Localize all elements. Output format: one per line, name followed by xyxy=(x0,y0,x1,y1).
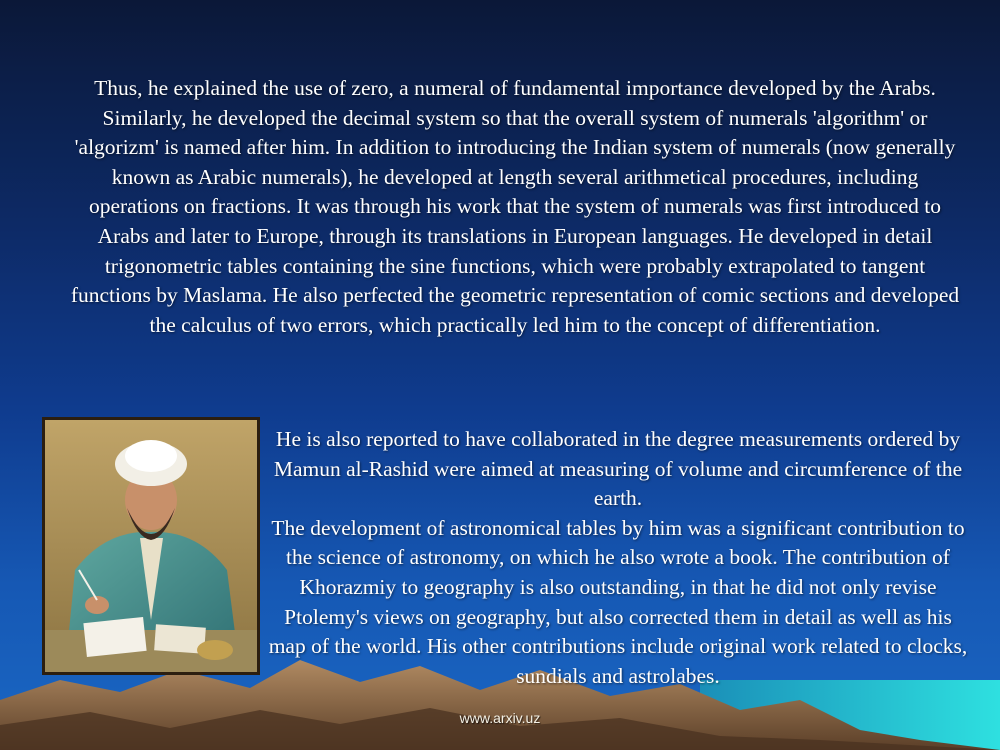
portrait-khorazmiy-icon xyxy=(45,420,257,672)
paragraph-1: Thus, he explained the use of zero, a numeral of fundamental importance developed by the Arabs. Similarly, he developed the decimal system so that the overall system of numerals 'algorithm' or 'algorizm' is named after him. In addition to introducing the Indian system of numerals (now generally known as Arabic numerals), he developed at length several arithmetical procedures, including operations on fractions. It was through his work that the system of numerals was first introduced to Arabs and later to Europe, through its translations in European languages. He developed in detail trigonometric tables containing the sine functions, which were probably extrapolated to tangent functions by Maslama. He also perfected the geometric representation of comic sections and developed the calculus of two errors, which practically led him to the concept of differentiation. xyxy=(70,76,960,337)
paragraph-2 xyxy=(268,425,968,691)
paragraph-2-text: He is also reported to have collaborated in the degree measurements ordered by Mamun al-Rashid were aimed at measuring of volume and circumference of the earth. xyxy=(273,427,963,511)
paragraph-3-text: The development of astronomical tables by him was a significant contribution to the science of astronomy, on which he also wrote a book. The contribution of Khorazmiy to geography is also outstanding, in that he did not only revise Ptolemy's views on geography, but also corrected them in detail as well as his map of the world. His other contributions include original work related to clocks, sundials and astrolabes. xyxy=(268,515,968,688)
portrait-image xyxy=(42,417,260,675)
footer-url[interactable]: www.arxiv.uz xyxy=(459,710,541,726)
